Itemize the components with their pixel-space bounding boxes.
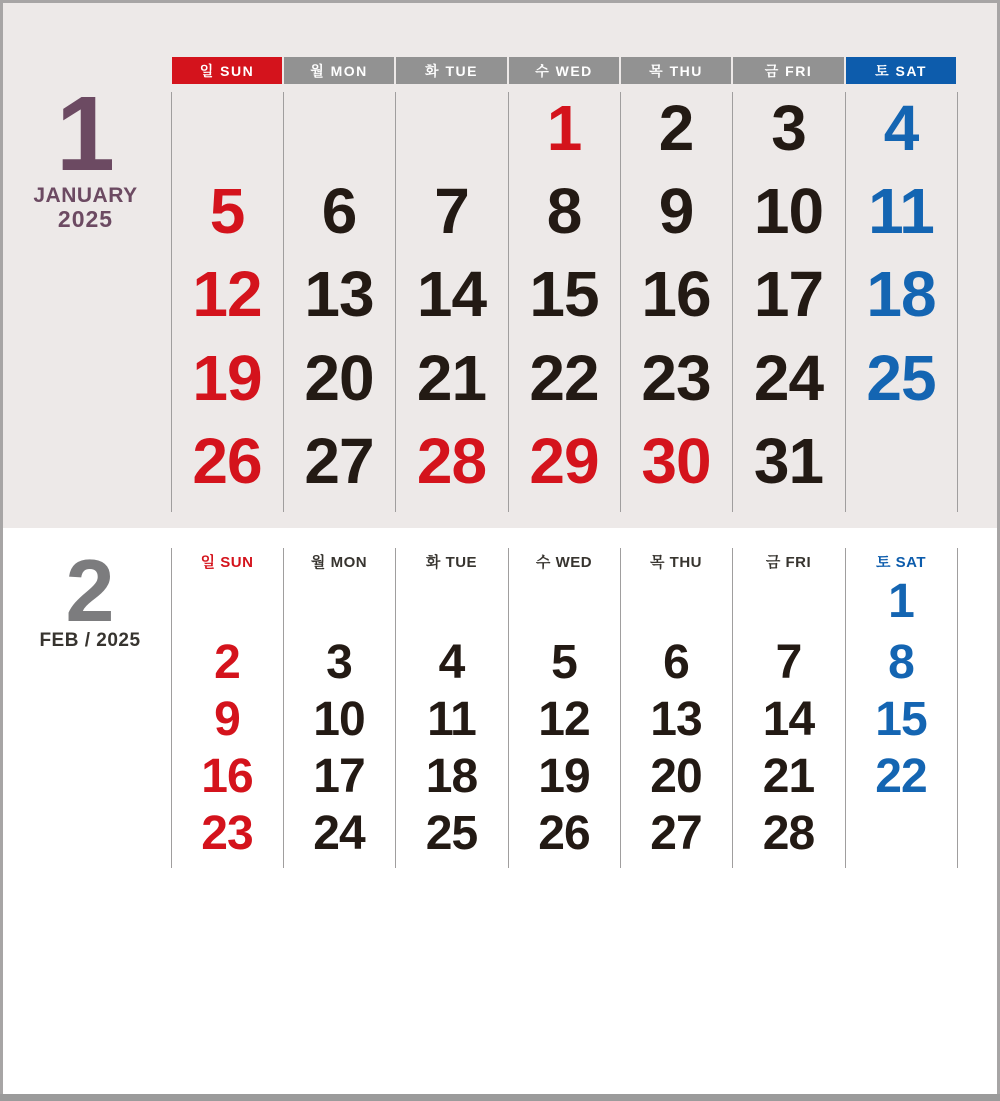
january-day-1: 1	[546, 92, 582, 164]
february-weekday-thu: 목 THU	[650, 554, 702, 571]
february-day-22: 22	[875, 750, 927, 803]
february-day-7: 7	[775, 636, 802, 689]
january-day-9: 9	[658, 175, 694, 247]
february-day-17: 17	[313, 750, 365, 803]
february-day-9: 9	[214, 693, 240, 746]
january-year: 2025	[57, 206, 114, 232]
january-day-28: 28	[416, 425, 487, 497]
february-weekday-sat: 토 SAT	[875, 554, 927, 571]
february-day-14: 14	[762, 693, 815, 746]
january-day-5: 5	[209, 175, 245, 247]
january-day-25: 25	[866, 342, 936, 414]
february-day-12: 12	[538, 693, 590, 746]
january-month-name: JANUARY	[33, 184, 138, 207]
february-day-3: 3	[326, 636, 352, 689]
february-weekday-wed: 수 WED	[535, 554, 593, 571]
january-weekday-thu: 목 THU	[621, 57, 731, 84]
january-day-11: 11	[868, 175, 934, 247]
january-weekday-sun: 일 SUN	[172, 57, 282, 84]
january-day-6: 6	[321, 175, 357, 247]
february-day-13: 13	[650, 693, 702, 746]
february-month-label: FEB / 2025	[39, 630, 141, 651]
february-day-19: 19	[538, 750, 590, 803]
january-day-31: 31	[753, 425, 824, 497]
february-day-24: 24	[313, 807, 365, 860]
february-day-20: 20	[650, 750, 702, 803]
february-day-25: 25	[425, 807, 478, 860]
february-day-6: 6	[663, 636, 689, 689]
january-day-7: 7	[434, 175, 469, 247]
february-day-8: 8	[888, 636, 914, 689]
january-day-10: 10	[753, 175, 824, 247]
january-day-27: 27	[304, 425, 374, 497]
january-day-19: 19	[192, 342, 262, 414]
january-day-4: 4	[883, 92, 919, 164]
column-divider	[957, 92, 958, 512]
january-day-24: 24	[753, 342, 824, 414]
january-day-2: 2	[658, 92, 694, 164]
january-day-8: 8	[546, 175, 582, 247]
january-day-30: 30	[641, 425, 711, 497]
february-day-4: 4	[438, 636, 465, 689]
february-day-15: 15	[875, 693, 927, 746]
frame-border-bottom	[0, 1094, 1000, 1101]
january-day-16: 16	[641, 258, 711, 330]
january-month-number: 1	[56, 75, 115, 193]
february-day-23: 23	[201, 807, 253, 860]
january-day-26: 26	[192, 425, 262, 497]
february-day-10: 10	[313, 693, 365, 746]
january-day-15: 15	[529, 258, 599, 330]
january-weekday-wed: 수 WED	[509, 57, 619, 84]
column-divider	[957, 548, 958, 868]
january-weekday-fri: 금 FRI	[733, 57, 844, 84]
january-day-17: 17	[753, 258, 824, 330]
february-weekday-tue: 화 TUE	[425, 554, 478, 571]
february-day-28: 28	[762, 807, 815, 860]
february-weekday-sun: 일 SUN	[200, 554, 254, 571]
january-day-22: 22	[529, 342, 599, 414]
january-day-18: 18	[866, 258, 936, 330]
january-weekday-tue: 화 TUE	[396, 57, 507, 84]
january-weekday-mon: 월 MON	[284, 57, 394, 84]
february-day-11: 11	[427, 693, 476, 746]
february-day-26: 26	[538, 807, 590, 860]
january-day-13: 13	[304, 258, 374, 330]
january-day-12: 12	[192, 258, 262, 330]
frame-border-top	[0, 0, 1000, 3]
february-weekday-mon: 월 MON	[310, 554, 368, 571]
frame-border-left	[0, 0, 3, 1101]
february-day-16: 16	[201, 750, 253, 803]
february-day-1: 1	[888, 575, 914, 628]
february-day-21: 21	[762, 750, 815, 803]
january-weekday-sat: 토 SAT	[846, 57, 956, 84]
january-day-23: 23	[641, 342, 711, 414]
january-day-29: 29	[529, 425, 599, 497]
february-month-number: 2	[65, 541, 115, 640]
february-weekday-fri: 금 FRI	[765, 554, 812, 571]
february-day-27: 27	[650, 807, 702, 860]
february-day-18: 18	[425, 750, 478, 803]
january-day-21: 21	[416, 342, 487, 414]
january-day-3: 3	[771, 92, 806, 164]
february-day-2: 2	[214, 636, 240, 689]
january-day-20: 20	[304, 342, 374, 414]
january-day-14: 14	[416, 258, 487, 330]
february-day-5: 5	[551, 636, 577, 689]
